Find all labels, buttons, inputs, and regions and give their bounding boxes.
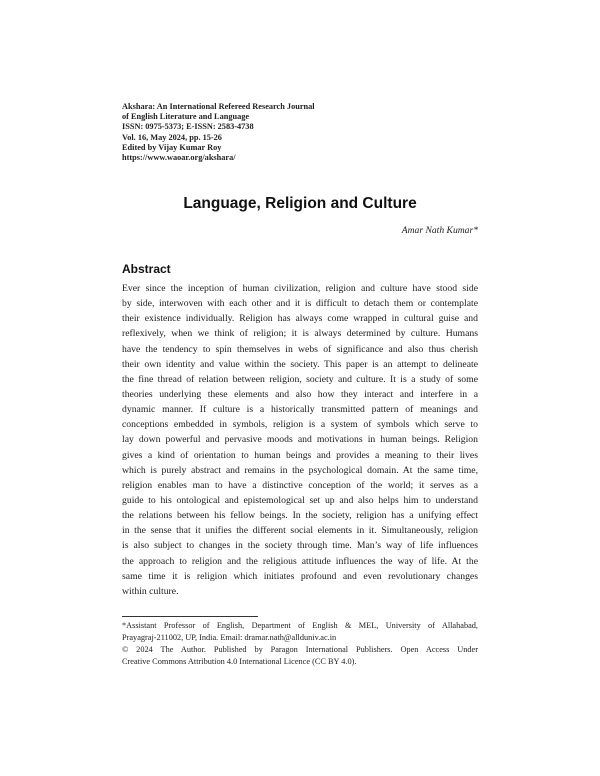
abstract-line: the fine thread of relation between religion, society and culture. It is a study of some: [122, 373, 478, 385]
abstract-line: have the tendency to spin themselves in webs of significance and also thus cherish: [122, 343, 478, 355]
paper-author: Amar Nath Kumar*: [401, 225, 478, 236]
abstract-line: Ever since the inception of human civilization, religion and culture have stood side: [122, 283, 478, 294]
abstract-line: is also subject to changes in the society through time. Man’s way of life influences: [122, 540, 478, 552]
abstract-line: the approach to religion and the religious attitude influences the way of life. At the: [122, 555, 478, 567]
paper-title: Language, Religion and Culture: [183, 195, 417, 212]
journal-name: Akshara: An International Refereed Research Journal: [122, 102, 315, 111]
abstract-line: which is purely abstract and remains in the psychological domain. At the same time,: [122, 464, 478, 476]
footnotes: [122, 620, 478, 667]
abstract-line: conceptions embedded in symbols, religion is a system of symbols which serve to: [122, 419, 478, 431]
abstract-line: dynamic manner. If culture is a historically transmitted pattern of meanings and: [122, 404, 478, 416]
author-affiliation: *Assistant Professor of English, Department of English & MEL, University of Allahabad,: [122, 621, 478, 630]
journal-subtitle: of English Literature and Language: [122, 112, 250, 122]
abstract-line: same time it is religion which initiates profound and even revolutionary changes: [122, 570, 478, 582]
abstract-body: [122, 281, 478, 599]
journal-issn: ISSN: 0975-5373; E-ISSN: 2583-4738: [122, 122, 254, 132]
abstract-line: their own identity and value within the society. This paper is an attempt to delineate: [122, 358, 478, 370]
footnote-divider: [122, 616, 258, 617]
abstract-line: by side, interwoven with each other and it is difficult to detach them or contemplate: [122, 298, 478, 310]
author-email: Prayagraj-211002, UP, India. Email: dramar.nath@allduniv.ac.in: [122, 632, 337, 642]
abstract-line: the relations between his fellow beings. In the society, religion has a unifying effect: [122, 510, 478, 522]
abstract-line: reflexively, when we think of religion; it is always determined by culture. Humans: [122, 328, 478, 340]
journal-url[interactable]: https://www.waoar.org/akshara/: [122, 153, 236, 163]
abstract-line: religion enables man to have a distinctive conception of the world; it serves as a: [122, 479, 478, 491]
license-notice: © 2024 The Author. Published by Paragon International Publishers. Open Access Under: [122, 645, 478, 655]
abstract-heading: Abstract: [122, 262, 171, 276]
license-notice-cont: Creative Commons Attribution 4.0 International Licence (CC BY 4.0).: [122, 656, 357, 666]
abstract-line: their existence individually. Religion has always come wrapped in cultural guise and: [122, 313, 478, 325]
abstract-line: gives a kind of orientation to human beings and provides a meaning to their lives: [122, 449, 478, 461]
abstract-line: in the sense that it unifies the different social elements in it. Simultaneously, religion: [122, 525, 478, 537]
journal-volume: Vol. 16, May 2024, pp. 15-26: [122, 132, 222, 142]
abstract-line: within culture.: [122, 585, 179, 597]
journal-info: [122, 102, 315, 163]
journal-editor: Edited by Vijay Kumar Roy: [122, 142, 222, 152]
abstract-line: lay down powerful and pervasive moods and motivations in human beings. Religion: [122, 434, 478, 446]
abstract-line: guide to his ontological and epistemological set up and also helps him to understand: [122, 494, 478, 506]
abstract-line: theories underlying these elements and also how they interact and interfere in a: [122, 388, 478, 400]
